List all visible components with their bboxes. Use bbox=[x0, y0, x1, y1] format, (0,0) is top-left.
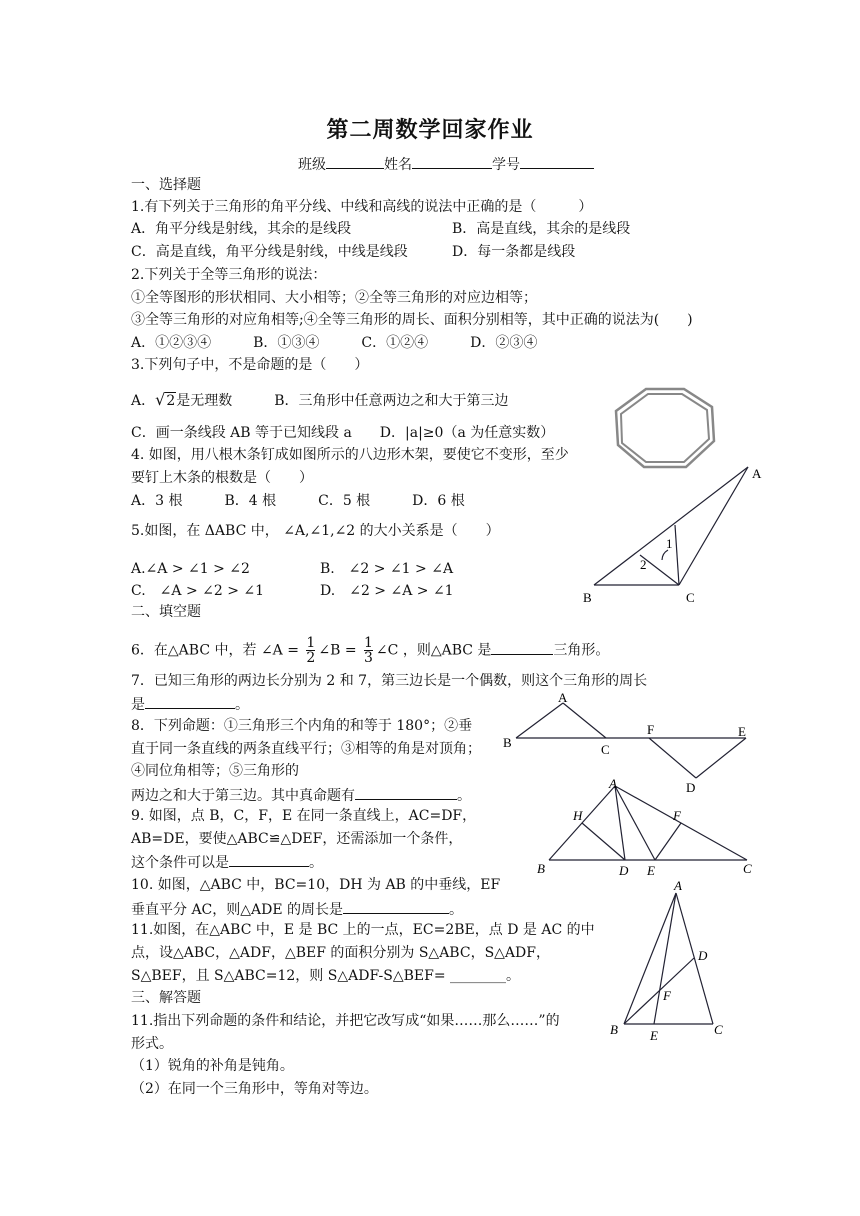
fig9-label-e: E bbox=[738, 724, 746, 739]
q7-line1: 7．已知三角形的两边长分别为 2 和 7，第三边长是一个偶数，则这个三角形的周长 bbox=[131, 673, 648, 689]
fig9-label-c: C bbox=[601, 742, 610, 757]
q3-a-rest: 是无理数 B．三角形中任意两边之和大于第三边 bbox=[176, 393, 509, 409]
q6-prefix: 6．在△ABC 中，若 ∠A = bbox=[131, 642, 299, 659]
number-blank[interactable] bbox=[520, 154, 594, 169]
q11-triangle-figure bbox=[604, 876, 734, 1044]
fig5-label-c: C bbox=[686, 590, 695, 605]
q1-stem: 1.有下列关于三角形的角平分线、中线和高线的说法中正确的是（ ） bbox=[131, 199, 593, 215]
q11-line3: S△BEF，且 S△ABC=12，则 S△ADF-S△BEF= ________。 bbox=[131, 968, 521, 984]
q8-prefix: 两边之和大于第三边。其中真命题有 bbox=[131, 788, 355, 804]
q9-answer-blank[interactable] bbox=[229, 852, 309, 867]
q4-line1: 4. 如图，用八根木条钉成如图所示的八边形木架，要使它不变形，至少 bbox=[131, 447, 569, 463]
fig9-label-f: F bbox=[647, 722, 655, 737]
fraction-half bbox=[306, 636, 315, 665]
q2-line2: ③全等三角形的对应角相等;④全等三角形的周长、面积分别相等，其中正确的说法为( ) bbox=[131, 312, 693, 328]
q10-prefix: 垂直平分 AC，则△ADE 的周长是 bbox=[131, 902, 344, 918]
q8-line1: 8．下列命题：①三角形三个内角的和等于 180°；②垂 bbox=[131, 718, 473, 734]
fig10-label-f: F bbox=[673, 808, 681, 823]
q1-option-d: D．每一条都是线段 bbox=[452, 244, 576, 260]
q1-option-a: A．角平分线是射线，其余的是线段 bbox=[131, 221, 352, 237]
name-label: 姓名 bbox=[384, 157, 412, 173]
q5-stem: 5.如图，在 ΔABC 中， ∠A,∠1,∠2 的大小关系是（ ） bbox=[131, 523, 500, 539]
q9-prefix: 这个条件可以是 bbox=[131, 855, 229, 871]
fig10-label-h: H bbox=[573, 808, 583, 823]
q12-line1: 11.指出下列命题的条件和结论，并把它改写成“如果……那么……”的 bbox=[131, 1013, 560, 1029]
q8-line4 bbox=[131, 785, 471, 805]
class-label: 班级 bbox=[298, 157, 326, 173]
q5-triangle-figure bbox=[578, 462, 768, 610]
fraction-third bbox=[364, 636, 373, 665]
q10-answer-blank[interactable] bbox=[343, 899, 449, 914]
q3-option-ab bbox=[131, 391, 509, 410]
fig10-label-d: D bbox=[619, 863, 629, 878]
q12-item2: （2）在同一个三角形中，等角对等边。 bbox=[131, 1081, 378, 1097]
q9-line1: 9. 如图，点 B，C，F，E 在同一条直线上，AC=DF， bbox=[131, 808, 477, 824]
name-blank[interactable] bbox=[412, 154, 492, 169]
q7-suffix: 。 bbox=[235, 697, 249, 713]
q9-line2: AB=DE，要使△ABC≌△DEF，还需添加一个条件， bbox=[131, 831, 463, 847]
fig10-label-e: E bbox=[647, 863, 655, 878]
fig9-label-d: D bbox=[686, 780, 696, 795]
fig11-label-e: E bbox=[650, 1028, 658, 1043]
fig11-label-d: D bbox=[698, 948, 708, 963]
fig10-label-c: C bbox=[743, 861, 752, 876]
q6-suffix: 三角形。 bbox=[553, 642, 610, 659]
q1-option-c: C．高是直线，角平分线是射线，中线是线段 bbox=[131, 244, 408, 260]
number-label: 学号 bbox=[492, 157, 520, 173]
q8-suffix: 。 bbox=[457, 788, 471, 804]
q12-item1: （1）锐角的补角是钝角。 bbox=[131, 1058, 294, 1074]
fraction-third-den: 3 bbox=[364, 650, 373, 666]
q11-line2: 点，设△ABC，△ADF，△BEF 的面积分别为 S△ABC，S△ADF， bbox=[131, 945, 550, 961]
q8-answer-blank[interactable] bbox=[355, 785, 457, 800]
fig9-label-b: B bbox=[503, 735, 512, 750]
fig11-label-c: C bbox=[714, 1022, 723, 1037]
q10-line2 bbox=[131, 899, 463, 919]
q6-line bbox=[131, 636, 609, 670]
q5-options-ab: A.∠A > ∠1 > ∠2 B. ∠2 > ∠1 > ∠A bbox=[131, 561, 454, 577]
q9-suffix: 。 bbox=[309, 855, 323, 871]
q7-prefix: 是 bbox=[131, 697, 145, 713]
sqrt-symbol: √ bbox=[155, 390, 166, 409]
q3-option-cd: C．画一条线段 AB 等于已知线段 a D．|a|≥0（a 为任意实数） bbox=[131, 425, 555, 441]
q4-options: A．3 根 B．4 根 C．5 根 D．6 根 bbox=[131, 493, 465, 509]
section-fill: 二、填空题 bbox=[131, 604, 201, 620]
q6-answer-blank[interactable] bbox=[491, 640, 553, 655]
q10-triangle-figure bbox=[533, 774, 763, 880]
q2-stem: 2.下列关于全等三角形的说法： bbox=[131, 267, 327, 283]
q1-option-b: B．高是直线，其余的是线段 bbox=[452, 221, 631, 237]
fig5-label-2: 2 bbox=[640, 557, 647, 572]
q3-a-prefix: A． bbox=[131, 393, 156, 409]
fraction-half-den: 2 bbox=[306, 650, 316, 666]
fig11-label-b: B bbox=[610, 1022, 618, 1037]
fig11-label-a: A bbox=[674, 878, 682, 893]
q7-answer-blank[interactable] bbox=[145, 694, 235, 709]
q3-stem: 3.下列句子中，不是命题的是（ ） bbox=[131, 357, 369, 373]
sqrt-radicand: 2 bbox=[166, 393, 176, 409]
fraction-third-num: 1 bbox=[364, 635, 373, 651]
student-info-header bbox=[298, 154, 594, 174]
fig5-label-1: 1 bbox=[666, 536, 673, 551]
section-choice: 一、选择题 bbox=[131, 177, 201, 193]
fig9-label-a: A bbox=[558, 690, 568, 705]
section-answer: 三、解答题 bbox=[131, 990, 201, 1006]
q10-suffix: 。 bbox=[449, 902, 464, 918]
fig5-label-b: B bbox=[583, 590, 592, 605]
q12-line2: 形式。 bbox=[131, 1036, 173, 1052]
page-title: 第二周数学回家作业 bbox=[326, 117, 534, 143]
q2-options: A．①②③④ B．①③④ C．①②④ D．②③④ bbox=[131, 335, 538, 351]
fig5-label-a: A bbox=[752, 466, 762, 481]
q9-line3 bbox=[131, 852, 323, 872]
q10-line1: 10. 如图，△ABC 中，BC=10，DH 为 AB 的中垂线，EF bbox=[131, 877, 501, 893]
q5-options-cd: C. ∠A > ∠2 > ∠1 D. ∠2 > ∠A > ∠1 bbox=[131, 583, 454, 599]
q8-line3: ④同位角相等；⑤三角形的 bbox=[131, 763, 299, 779]
q8-line2: 直于同一条直线的两条直线平行；③相等的角是对顶角； bbox=[131, 741, 481, 757]
q4-line2: 要钉上木条的根数是（ ） bbox=[131, 470, 313, 486]
class-blank[interactable] bbox=[326, 154, 384, 169]
q2-line1: ①全等图形的形状相同、大小相等；②全等三角形的对应边相等； bbox=[131, 290, 537, 306]
q11-line1: 11.如图，在△ABC 中，E 是 BC 上的一点，EC=2BE，点 D 是 AC 的中 bbox=[131, 922, 595, 938]
q6-angle-c: ∠C ，则△ABC 是 bbox=[375, 642, 492, 659]
fig11-label-f: F bbox=[663, 988, 671, 1003]
fig10-label-b: B bbox=[537, 861, 545, 876]
q7-line2 bbox=[131, 694, 249, 714]
fraction-half-num: 1 bbox=[306, 635, 316, 651]
q6-angle-b: ∠B = bbox=[318, 642, 357, 659]
fig10-label-a: A bbox=[609, 776, 617, 791]
